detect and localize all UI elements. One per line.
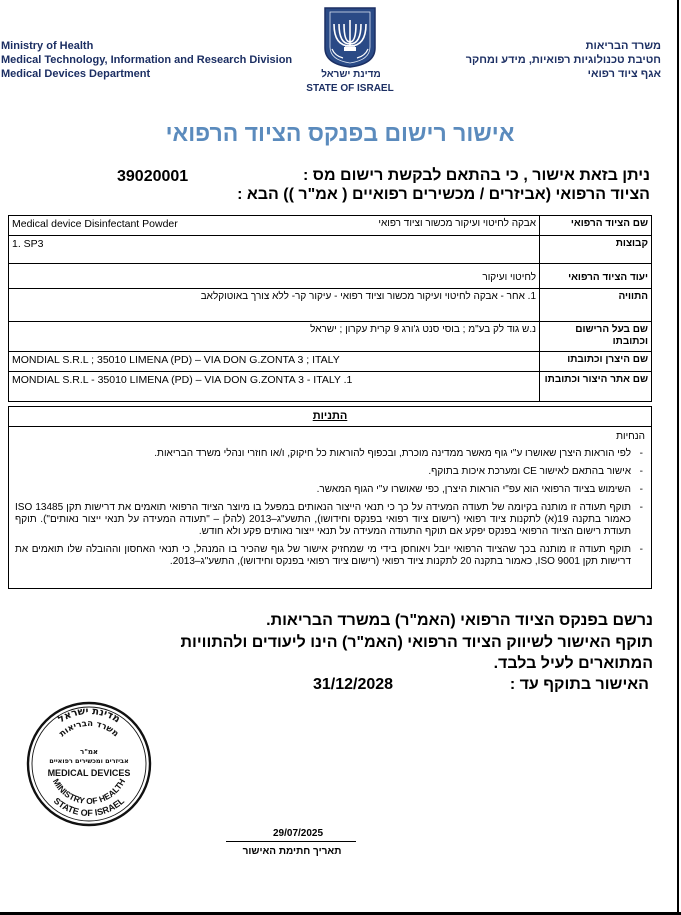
department-name-he: אגף ציוד רפואי — [587, 68, 661, 80]
state-name-he: מדינת ישראל — [321, 69, 381, 80]
division-name-en: Medical Technology, Information and Research Division — [1, 54, 293, 66]
department-name-en: Medical Devices Department — [1, 68, 151, 80]
stamp-middle-he-1: אמ"ר — [79, 748, 99, 756]
description-value: 1. אחר - אבקה לחיטוי ועיקור מכשור וציוד רפואי - עיקור קר- ללא צורך באוטוקלאב — [9, 289, 540, 322]
row-intended-use — [9, 264, 652, 289]
signature-label: תאריך חתימת האישור — [242, 846, 342, 857]
stamp-bottom-en-1: MINISTRY OF HEALTH — [50, 776, 128, 807]
stamp-center-en: MEDICAL DEVICES — [47, 768, 131, 778]
row-manufacturing-site — [9, 372, 652, 402]
registration-table — [8, 215, 652, 402]
conditions-heading: התניות — [9, 407, 651, 427]
expiry-label: האישור בתוקף עד : — [509, 676, 649, 693]
statement-validity: תוקף האישור לשיווק הציוד הרפואי (האמ"ר) הינו ליעודים ולהתוויות — [180, 634, 653, 651]
conditions-intro: הנחיות — [616, 431, 645, 442]
statement-registered: נרשם בפנקס הציוד הרפואי (האמ"ר) במשרד הבריאות. — [266, 612, 653, 629]
manufacturer-value: MONDIAL S.R.L ; 35010 LIMENA (PD) – VIA DON G.ZONTA 3 ; ITALY — [9, 352, 540, 372]
intended-use-value: לחיטוי ועיקור — [9, 264, 540, 289]
row-groups — [9, 236, 652, 264]
conditions-list — [15, 448, 645, 568]
division-name-he: חטיבת טכנולוגיות רפואיות, מידע ומחקר — [465, 54, 661, 66]
manufacturer-label: שם היצרן וכתובתו — [540, 352, 652, 372]
intended-use-label: יעוד הציוד הרפואי — [540, 264, 652, 289]
intro-line-1: ניתן בזאת אישור , כי בהתאם לבקשת רישום מס : — [303, 167, 650, 184]
manufacturing-site-label: שם אתר היצור וכתובתו — [540, 372, 652, 402]
stamp-middle-he-2: אביזרים ומכשירים רפואיים — [49, 757, 129, 765]
condition-item: - אישור בהתאם לאישור CE ומערכת איכות בתוקף. — [15, 466, 645, 478]
manufacturing-site-value: MONDIAL S.R.L - 35010 LIMENA (PD) – VIA DON G.ZONTA 3 - ITALY .1 — [9, 372, 540, 402]
state-emblem-icon — [323, 6, 377, 68]
ministry-name-he: משרד הבריאות — [585, 40, 661, 52]
statement-scope: המתוארים לעיל בלבד. — [493, 655, 653, 672]
device-name-label: שם הציוד הרפואי — [540, 216, 652, 236]
registrant-label: שם בעל הרישום וכתובתו — [540, 322, 652, 352]
registration-number: 39020001 — [117, 168, 189, 185]
registrant-value: נ.ש גוד לק בע"מ ; בוסי סנט ג'ורג 9 קרית עקרון ; ישראל — [9, 322, 540, 352]
condition-item: - השימוש בציוד הרפואי הוא עפ"י הוראות היצרן, כפי שאושרו ע"י הגוף המאשר. — [15, 484, 645, 496]
state-name-en: STATE OF ISRAEL — [306, 83, 394, 94]
signature-date: 29/07/2025 — [273, 828, 324, 839]
condition-item: - לפי הוראות היצרן שאושרו ע"י גוף מאשר ממדינה מוכרת, ובכפוף להוראות כל חיקוק, ו/או חוזרי ונהלי משרד הבריאות. — [15, 448, 645, 460]
groups-value: 1. SP3 — [9, 236, 540, 264]
groups-label: קבוצות — [540, 236, 652, 264]
condition-item: - תוקף תעודה זו מותנה בכך שהציוד הרפואי יובל ויאוחסן בידי מי שמחזיק אישור של גוף שהכיר בו המנהל, כי תנאי האחסון וההובלה שלו תואמים את דרישות תקן ISO 9001, כאמור בתקנה 20 לתקנות ציוד רפואי (רישום ציוד רפואי בפנקס וחידושו), התשע"ג–2013. — [15, 544, 645, 568]
row-registrant — [9, 322, 652, 352]
page-border-right — [677, 0, 679, 915]
stamp-outer-he: מדינת ישראל — [56, 705, 122, 726]
header-hebrew — [421, 39, 661, 81]
conditions-body — [9, 427, 651, 568]
row-device-name — [9, 216, 652, 236]
device-name-he: אבקה לחיטוי ועיקור מכשור וציוד רפואי — [378, 218, 536, 229]
document-title: אישור רישום בפנקס הציוד הרפואי — [165, 120, 515, 146]
row-manufacturer — [9, 352, 652, 372]
ministry-stamp — [25, 700, 153, 828]
device-name-cell — [9, 216, 540, 236]
description-label: התוויה — [540, 289, 652, 322]
stamp-bottom-en-2: STATE OF ISRAEL — [51, 795, 127, 819]
ministry-name-en: Ministry of Health — [1, 40, 94, 52]
intro-line-2: הציוד הרפואי (אביזרים / מכשירים רפואיים ( אמ"ר )) הבא : — [237, 186, 650, 203]
device-name-en: Medical device Disinfectant Powder — [12, 218, 178, 230]
row-description — [9, 289, 652, 322]
header-english — [1, 39, 331, 81]
conditions-box — [8, 406, 652, 589]
condition-item: - תוקף תעודה זו מותנה בקיומה של תעודה המעידה על כך כי תנאי הייצור הנאותים במפעל בו מיוצר הציוד הרפואי תואמים את דרישות תקן ISO 13485 כאמור בתקנה 19(א) לתקנות ציוד רפואי (רישום ציוד רפואי בפנקס וחידושו), התשע"ג–2013 (להלן – "תעודה המעידה על תנאי ייצור נאותים"). תוקף תעודת רישום הציוד הרפואי בפנקס יפקע אם תוקף התעודה המעידה על תנאי ייצור נאותים פקע ולא חודש. — [15, 502, 645, 538]
stamp-inner-he: משרד הבריאות — [57, 718, 121, 740]
signature-line — [226, 841, 356, 842]
expiry-date: 31/12/2028 — [313, 676, 394, 693]
